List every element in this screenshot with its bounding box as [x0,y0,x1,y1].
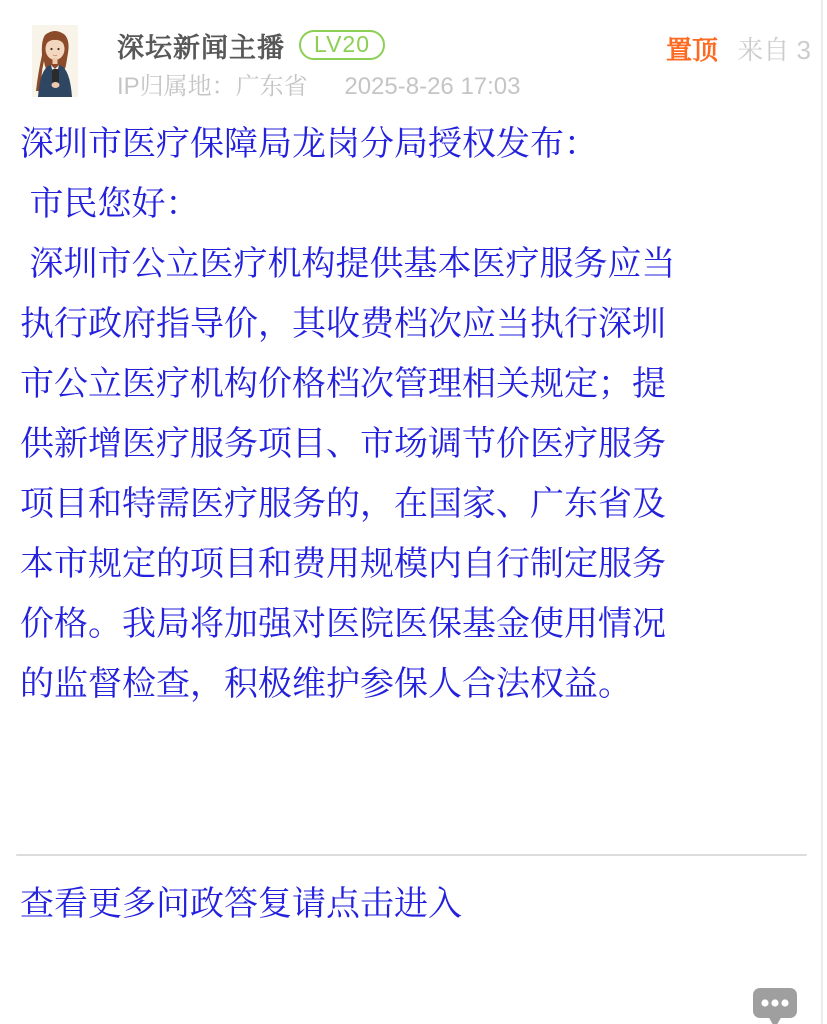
post-line: 市公立医疗机构价格档次管理相关规定；提 [20,365,666,403]
post-line: 深圳市医疗保障局龙岗分局授权发布： [20,125,598,163]
right-edge-divider [821,0,823,1024]
post-line: 本市规定的项目和费用规模内自行制定服务 [20,545,666,583]
post-body [20,114,812,714]
post-line: 执行政府指导价，其收费档次应当执行深圳 [20,305,666,343]
more-replies-link[interactable]: 查看更多问政答复请点击进入 [20,885,462,923]
from-floor-label: 来自 3 [737,35,811,65]
username-link[interactable]: 深坛新闻主播 [117,32,285,63]
post-line: 供新增医疗服务项目、市场调节价医疗服务 [20,425,666,463]
post-line: 的监督检查，积极维护参保人合法权益。 [20,665,632,703]
post-line: 市民您好： [20,185,200,223]
ip-location-label: IP归属地：广东省 [117,73,308,100]
post-line: 深圳市公立医疗机构提供基本医疗服务应当 [20,245,676,283]
header-right [666,30,811,67]
section-divider [16,854,807,856]
name-row [117,28,385,62]
comment-bubble-icon[interactable] [752,988,798,1024]
pinned-badge: 置顶 [666,35,719,65]
post-meta [117,66,521,101]
level-badge: LV20 [299,30,385,60]
post-line: 价格。我局将加强对医院医保基金使用情况 [20,605,666,643]
avatar-woman-illustration [32,25,78,97]
post-line: 项目和特需医疗服务的，在国家、广东省及 [20,485,666,523]
user-avatar[interactable] [32,25,78,97]
post-timestamp: 2025-8-26 17:03 [344,73,521,100]
